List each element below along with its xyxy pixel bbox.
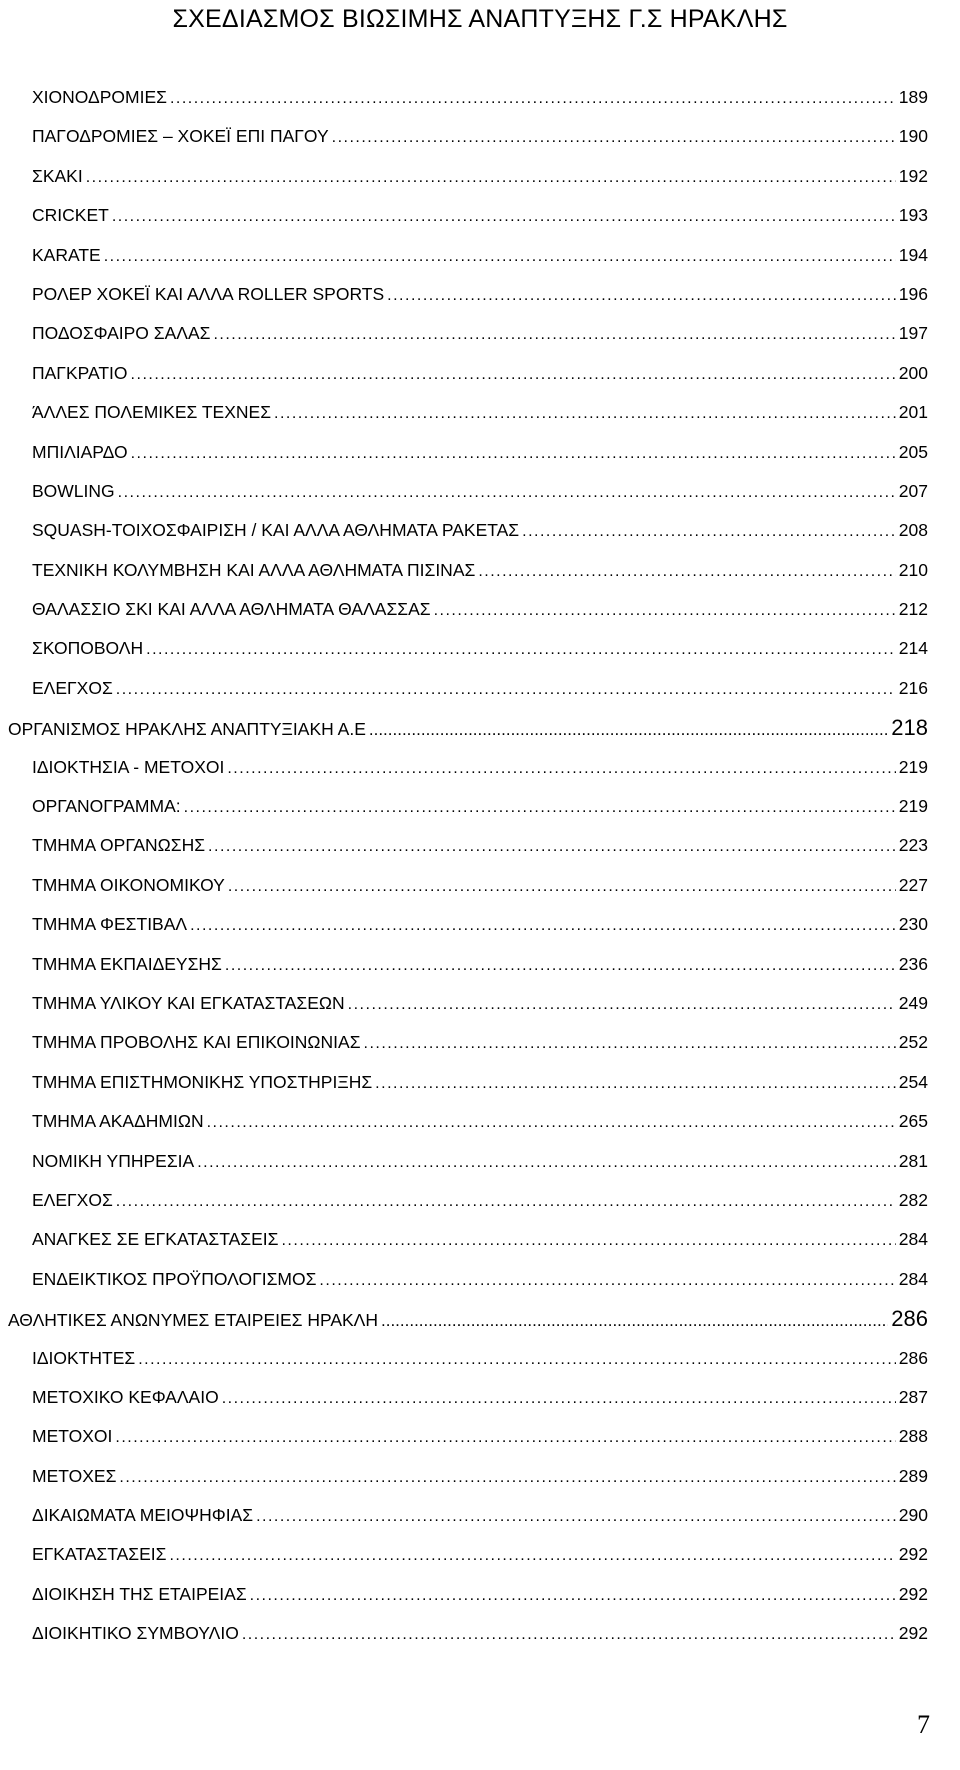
toc-entry-label: ΤΜΗΜΑ ΕΚΠΑΙΔΕΥΣΗΣ — [32, 953, 222, 974]
toc-dot-leader — [86, 158, 896, 197]
toc-entry-label: KARATE — [32, 244, 101, 265]
toc-dot-leader — [478, 552, 895, 591]
toc-entry-page: 265 — [898, 1111, 928, 1132]
toc-entry-page: 197 — [898, 323, 928, 344]
toc-dot-leader — [348, 985, 896, 1024]
toc-entry-label: ΟΡΓΑΝΙΣΜΟΣ ΗΡΑΚΛΗΣ ΑΝΑΠΤΥΞΙΑΚΗ Α.Ε — [8, 719, 366, 740]
toc-dot-leader — [387, 276, 896, 315]
toc-entry[interactable] — [0, 945, 960, 984]
page-header-title: ΣΧΕΔΙΑΣΜΟΣ ΒΙΩΣΙΜΗΣ ΑΝΑΠΤΥΞΗΣ Γ.Σ ΗΡΑΚΛΗΣ — [172, 5, 788, 33]
toc-entry[interactable] — [0, 787, 960, 826]
toc-dot-leader — [332, 118, 896, 157]
toc-entry[interactable] — [0, 196, 960, 235]
toc-entry-page: 254 — [898, 1071, 928, 1092]
toc-entry-label: ΜΠΙΛΙΑΡΔΟ — [32, 441, 128, 462]
toc-entry-page: 287 — [898, 1386, 928, 1407]
toc-dot-leader — [228, 867, 896, 906]
toc-dot-leader — [227, 749, 895, 788]
toc-entry-page: 292 — [898, 1544, 928, 1565]
toc-entry[interactable] — [0, 629, 960, 668]
toc-entry-page: 292 — [898, 1623, 928, 1644]
toc-entry-page: 219 — [898, 796, 928, 817]
toc-entry-page: 210 — [898, 559, 928, 580]
toc-dot-leader — [274, 394, 896, 433]
toc-entry-page: 219 — [898, 756, 928, 777]
toc-entry-page: 290 — [898, 1505, 928, 1526]
toc-entry[interactable] — [0, 590, 960, 629]
toc-dot-leader — [169, 1536, 895, 1575]
toc-dot-leader — [131, 355, 896, 394]
toc-entry-page: 201 — [898, 402, 928, 423]
toc-entry-label: ΤΜΗΜΑ ΑΚΑΔΗΜΙΩΝ — [32, 1111, 204, 1132]
toc-entry[interactable] — [0, 551, 960, 590]
toc-entry-page: 193 — [898, 205, 928, 226]
toc-entry-page: 236 — [898, 953, 928, 974]
toc-entry[interactable] — [0, 393, 960, 432]
toc-entry-label: ΙΔΙΟΚΤΗΤΕΣ — [32, 1347, 136, 1368]
toc-entry-label: CRICKET — [32, 205, 109, 226]
toc-dot-leader — [364, 1024, 896, 1063]
toc-entry-page: 249 — [898, 992, 928, 1013]
toc-entry[interactable] — [0, 1614, 960, 1653]
toc-entry[interactable] — [0, 117, 960, 156]
toc-entry-label: ΕΓΚΑΤΑΣΤΑΣΕΙΣ — [32, 1544, 167, 1565]
toc-entry[interactable] — [0, 275, 960, 314]
toc-entry-page: 192 — [898, 165, 928, 186]
toc-entry-label: ΤΜΗΜΑ ΟΙΚΟΝΟΜΙΚΟΥ — [32, 874, 225, 895]
toc-entry-label: ΣΚΟΠΟΒΟΛΗ — [32, 638, 144, 659]
toc-entry-label: ΙΔΙΟΚΤΗΣΙΑ - ΜΕΤΟΧΟΙ — [32, 756, 225, 777]
toc-dot-leader — [242, 1615, 896, 1654]
toc-entry[interactable] — [0, 236, 960, 275]
toc-entry-page: 190 — [898, 126, 928, 147]
toc-entry-label: ΜΕΤΟΧΟΙ — [32, 1426, 113, 1447]
toc-entry-page: 284 — [898, 1229, 928, 1250]
toc-dot-leader — [256, 1497, 896, 1536]
toc-entry-label: ΘΑΛΑΣΣΙΟ ΣΚΙ ΚΑΙ ΑΛΛΑ ΑΘΛΗΜΑΤΑ ΘΑΛΑΣΣΑΣ — [32, 599, 431, 620]
toc-dot-leader — [119, 1458, 895, 1497]
toc-entry[interactable] — [0, 1063, 960, 1102]
toc-entry-label: ΔΙΟΙΚΗΣΗ ΤΗΣ ΕΤΑΙΡΕΙΑΣ — [32, 1583, 247, 1604]
toc-dot-leader — [197, 1143, 896, 1182]
toc-entry[interactable] — [0, 826, 960, 865]
toc-dot-leader — [112, 197, 896, 236]
toc-entry[interactable] — [0, 1457, 960, 1496]
toc-dot-leader — [319, 1261, 895, 1300]
toc-dot-leader — [146, 630, 896, 669]
toc-entry-label: ΣΚΑΚΙ — [32, 165, 83, 186]
table-of-contents — [0, 78, 960, 1654]
toc-entry-page: 194 — [898, 244, 928, 265]
toc-entry-page: 227 — [898, 874, 928, 895]
toc-entry[interactable] — [0, 1181, 960, 1220]
toc-entry-label: ΑΝΑΓΚΕΣ ΣΕ ΕΓΚΑΤΑΣΤΑΣΕΙΣ — [32, 1229, 279, 1250]
toc-entry-page: 288 — [898, 1426, 928, 1447]
toc-entry-label: ΤΜΗΜΑ ΦΕΣΤΙΒΑΛ — [32, 914, 188, 935]
toc-dot-leader — [375, 1064, 896, 1103]
toc-dot-leader — [170, 79, 896, 118]
toc-entry-page: 189 — [898, 87, 928, 107]
toc-dot-leader — [116, 1182, 896, 1221]
toc-entry[interactable] — [0, 1339, 960, 1378]
toc-entry[interactable] — [0, 1102, 960, 1141]
toc-dot-leader — [281, 1221, 895, 1260]
toc-dot-leader — [434, 591, 896, 630]
toc-entry[interactable] — [0, 1142, 960, 1181]
toc-entry[interactable] — [0, 1260, 960, 1299]
toc-entry[interactable] — [0, 1378, 960, 1417]
toc-section-entry[interactable] — [0, 708, 960, 747]
toc-dot-leader — [116, 670, 896, 709]
toc-dot-leader — [190, 906, 896, 945]
toc-entry-page: 281 — [898, 1150, 928, 1171]
toc-entry-page: 286 — [891, 1306, 928, 1332]
toc-entry-page: 207 — [898, 480, 928, 501]
toc-entry-label: ΤΕΧΝΙΚΗ ΚΟΛΥΜΒΗΣΗ ΚΑΙ ΑΛΛΑ ΑΘΛΗΜΑΤΑ ΠΙΣΙΝΑΣ — [32, 559, 476, 580]
toc-entry-label: ΤΜΗΜΑ ΠΡΟΒΟΛΗΣ ΚΑΙ ΕΠΙΚΟΙΝΩΝΙΑΣ — [32, 1032, 361, 1053]
toc-entry-label: ΜΕΤΟΧΙΚΟ ΚΕΦΑΛΑΙΟ — [32, 1386, 219, 1407]
toc-dot-leader — [131, 434, 896, 473]
toc-entry[interactable] — [0, 157, 960, 196]
toc-entry-page: 196 — [898, 283, 928, 304]
toc-dot-leader — [208, 827, 896, 866]
toc-entry-label: ΕΛΕΓΧΟΣ — [32, 1189, 113, 1210]
toc-entry[interactable] — [0, 1496, 960, 1535]
toc-entry-page: 230 — [898, 914, 928, 935]
toc-entry-page: 218 — [891, 715, 928, 741]
toc-entry-label: ΤΜΗΜΑ ΥΛΙΚΟΥ ΚΑΙ ΕΓΚΑΤΑΣΤΑΣΕΩΝ — [32, 992, 345, 1013]
page-number: 7 — [917, 1710, 930, 1739]
toc-entry[interactable] — [0, 511, 960, 550]
toc-dot-leader — [225, 946, 896, 985]
toc-entry-page: 212 — [898, 599, 928, 620]
toc-entry[interactable] — [0, 866, 960, 905]
toc-entry[interactable] — [0, 1535, 960, 1574]
toc-entry-label: ΕΛΕΓΧΟΣ — [32, 677, 113, 698]
toc-entry-label: ΔΙΟΙΚΗΤΙΚΟ ΣΥΜΒΟΥΛΙΟ — [32, 1623, 239, 1644]
toc-entry-page: 205 — [898, 441, 928, 462]
toc-entry[interactable] — [0, 905, 960, 944]
toc-entry-label: ΕΝΔΕΙΚΤΙΚΟΣ ΠΡΟΫΠΟΛΟΓΙΣΜΟΣ — [32, 1268, 317, 1289]
toc-entry-label: ΔΙΚΑΙΩΜΑΤΑ ΜΕΙΟΨΗΦΙΑΣ — [32, 1505, 254, 1526]
toc-entry-page: 286 — [898, 1347, 928, 1368]
toc-dot-leader — [381, 1301, 888, 1340]
toc-entry[interactable] — [0, 354, 960, 393]
toc-entry[interactable] — [0, 78, 960, 117]
toc-entry[interactable] — [0, 669, 960, 708]
toc-entry[interactable] — [0, 1023, 960, 1062]
toc-dot-leader — [104, 237, 896, 276]
toc-entry-label: BOWLING — [32, 480, 115, 501]
toc-dot-leader — [115, 1418, 895, 1457]
toc-entry-page: 200 — [898, 362, 928, 383]
toc-entry[interactable] — [0, 314, 960, 353]
toc-entry-page: 208 — [898, 520, 928, 541]
toc-entry[interactable] — [0, 1220, 960, 1259]
toc-dot-leader — [184, 788, 896, 827]
toc-entry-label: ΜΕΤΟΧΕΣ — [32, 1465, 117, 1486]
toc-entry[interactable] — [0, 433, 960, 472]
toc-entry[interactable] — [0, 748, 960, 787]
toc-entry-label: ΧΙΟΝΟΔΡΟΜΙΕΣ — [32, 87, 167, 107]
toc-entry-label: ΤΜΗΜΑ ΟΡΓΑΝΩΣΗΣ — [32, 835, 206, 856]
toc-entry[interactable] — [0, 1575, 960, 1614]
toc-entry-page: 252 — [898, 1032, 928, 1053]
toc-dot-leader — [118, 473, 896, 512]
toc-entry-label: SQUASH-ΤΟΙΧΟΣΦΑΙΡΙΣΗ / ΚΑΙ ΑΛΛΑ ΑΘΛΗΜΑΤΑ ΡΑΚΕΤΑΣ — [32, 520, 520, 541]
toc-dot-leader — [207, 1103, 896, 1142]
toc-entry-label: ΠΟΔΟΣΦΑΙΡΟ ΣΑΛΑΣ — [32, 323, 211, 344]
toc-entry-label: ΠΑΓΚΡΑΤΙΟ — [32, 362, 128, 383]
toc-entry-label: ΑΘΛΗΤΙΚΕΣ ΑΝΩΝΥΜΕΣ ΕΤΑΙΡΕΙΕΣ ΗΡΑΚΛΗ — [8, 1310, 379, 1331]
toc-section-entry[interactable] — [0, 1299, 960, 1338]
toc-entry-page: 216 — [898, 677, 928, 698]
toc-entry[interactable] — [0, 1417, 960, 1456]
toc-entry-page: 289 — [898, 1465, 928, 1486]
toc-entry-label: ΆΛΛΕΣ ΠΟΛΕΜΙΚΕΣ ΤΕΧΝΕΣ — [32, 402, 272, 423]
toc-entry-page: 292 — [898, 1583, 928, 1604]
toc-entry-page: 223 — [898, 835, 928, 856]
toc-entry-label: ΝΟΜΙΚΗ ΥΠΗΡΕΣΙΑ — [32, 1150, 195, 1171]
toc-dot-leader — [250, 1576, 896, 1615]
toc-dot-leader — [222, 1379, 896, 1418]
toc-entry-label: ΤΜΗΜΑ ΕΠΙΣΤΗΜΟΝΙΚΗΣ ΥΠΟΣΤΗΡΙΞΗΣ — [32, 1071, 373, 1092]
toc-entry-label: ΠΑΓΟΔΡΟΜΙΕΣ – ΧΟΚΕΪ ΕΠΙ ΠΑΓΟΥ — [32, 126, 329, 147]
toc-entry[interactable] — [0, 984, 960, 1023]
toc-entry[interactable] — [0, 472, 960, 511]
toc-dot-leader — [369, 710, 888, 749]
toc-entry-page: 282 — [898, 1189, 928, 1210]
toc-entry-label: ΟΡΓΑΝΟΓΡΑΜΜΑ: — [32, 796, 181, 817]
toc-dot-leader — [138, 1340, 896, 1379]
toc-dot-leader — [522, 512, 896, 551]
toc-dot-leader — [213, 315, 895, 354]
toc-entry-page: 284 — [898, 1268, 928, 1289]
toc-entry-label: ΡΟΛΕΡ ΧΟΚΕΪ ΚΑΙ ΑΛΛΑ ROLLER SPORTS — [32, 283, 385, 304]
toc-entry-page: 214 — [898, 638, 928, 659]
